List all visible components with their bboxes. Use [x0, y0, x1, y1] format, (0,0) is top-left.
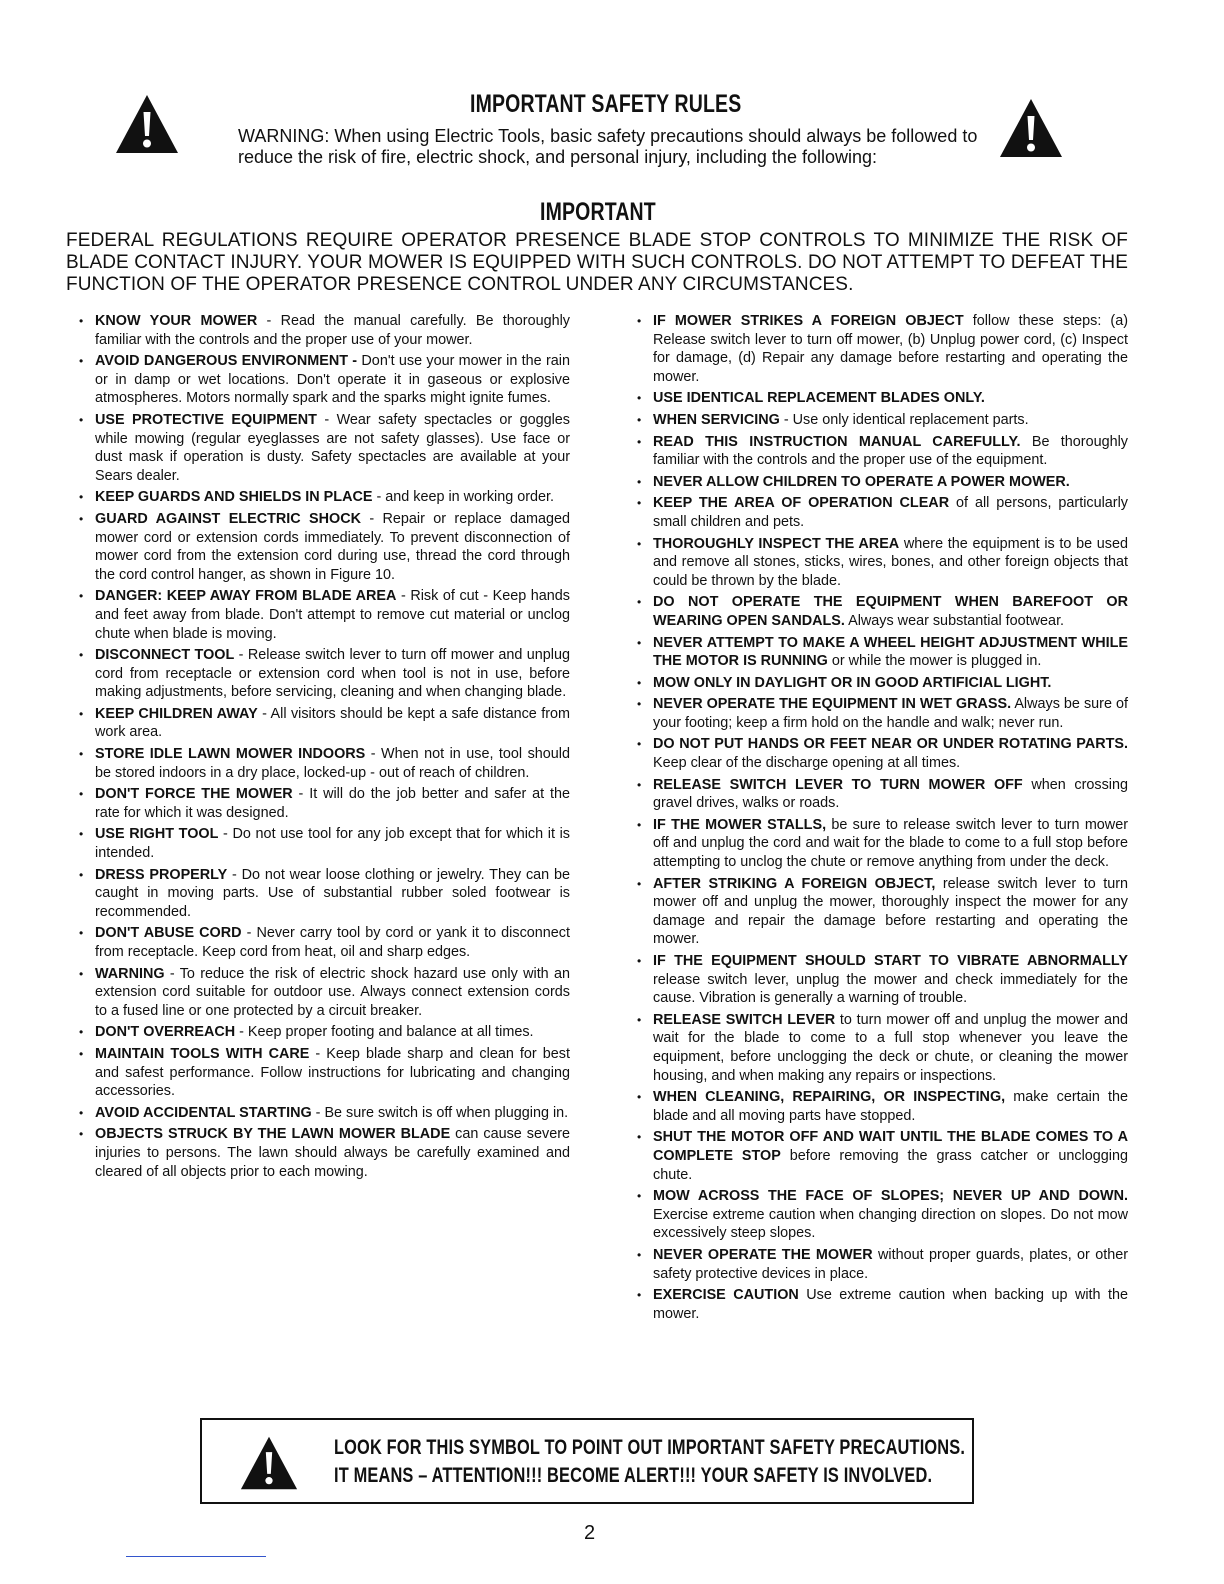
- rule-text: Keep clear of the discharge opening at all times.: [653, 755, 961, 772]
- rule-text: - Never carry tool by cord or yank it to disconnect from receptacle. Keep cord from heat, oil and sharp edges.: [95, 925, 570, 960]
- safety-rule-item: [634, 1187, 1128, 1243]
- rule-text: Use extreme caution when backing up with the mower.: [653, 1287, 1128, 1322]
- safety-rule-item: [634, 1088, 1128, 1125]
- safety-rule-item: [634, 1286, 1128, 1323]
- safety-rule-item: [634, 389, 1128, 408]
- safety-rule-item: [76, 646, 570, 702]
- safety-rule-item: [634, 494, 1128, 531]
- rule-text: - To reduce the risk of electric shock hazard use only with an extension cord suitable for outdoor use. Always connect extension cords to a fused line or one protected by a circuit breaker.: [95, 965, 570, 1019]
- rule-heading: NEVER ALLOW CHILDREN TO OPERATE A POWER MOWER.: [653, 473, 1070, 490]
- rule-text: be sure to release switch lever to turn mower off and unplug the cord and wait for the blade to come to a full stop before attempting to unclog the chute or remove anything from under the deck.: [653, 816, 1128, 871]
- rule-heading: AVOID DANGEROUS ENVIRONMENT -: [95, 353, 358, 370]
- rule-heading: OBJECTS STRUCK BY THE LAWN MOWER BLADE: [95, 1126, 451, 1143]
- safety-rules-right-column: [634, 312, 1128, 1326]
- safety-rule-item: [634, 312, 1128, 386]
- rule-text: - Read the manual carefully. Be thoroughly familiar with the controls and the proper use of your mower.: [95, 313, 570, 348]
- footer-rule: [126, 1556, 266, 1557]
- rule-heading: STORE IDLE LAWN MOWER INDOORS: [95, 746, 366, 763]
- rule-text: - Do not use tool for any job except that for which it is intended.: [95, 826, 570, 862]
- rule-text: Exercise extreme caution when changing direction on slopes. Do not mow excessively steep slopes.: [653, 1206, 1128, 1242]
- safety-rule-item: [76, 825, 570, 862]
- warning-triangle-icon: [236, 1434, 302, 1492]
- rule-text: - Keep blade sharp and clean for best and safest performance. Follow instructions for lubricating and changing accessories.: [95, 1045, 570, 1100]
- rule-text: - Release switch lever to turn off mower and unplug cord from receptacle or extension cord when tool is not in use, before making adjustments, before servicing, cleaning and when changing blade.: [95, 647, 571, 701]
- safety-rule-item: [634, 776, 1128, 813]
- safety-rule-item: [76, 1125, 570, 1181]
- safety-rule-item: [76, 1104, 570, 1123]
- safety-rule-item: [634, 433, 1128, 470]
- safety-rule-item: [76, 488, 570, 507]
- safety-rule-item: [76, 866, 570, 922]
- rule-heading: THOROUGHLY INSPECT THE AREA: [653, 535, 900, 552]
- rule-text: - Use only identical replacement parts.: [779, 411, 1029, 428]
- page-title: IMPORTANT SAFETY RULES: [470, 90, 742, 118]
- safety-rule-item: [634, 1011, 1128, 1085]
- page-number: 2: [584, 1522, 596, 1544]
- safety-rule-item: [634, 411, 1128, 430]
- rule-heading: SHUT THE MOTOR OFF AND WAIT UNTIL THE BLADE COMES TO A COMPLETE STOP: [653, 1129, 1128, 1164]
- rule-heading: DON'T FORCE THE MOWER: [95, 786, 293, 803]
- rule-text: - Be sure switch is off when plugging in.: [311, 1104, 569, 1121]
- warning-intro: WARNING: When using Electric Tools, basic safety precautions should always be followed to reduce the risk of fire, electric shock, and personal injury, including the following:: [238, 126, 978, 167]
- rule-heading: IF MOWER STRIKES A FOREIGN OBJECT: [653, 313, 964, 329]
- rule-text: of all persons, particularly small children and pets.: [653, 495, 1128, 530]
- rule-heading: IF THE EQUIPMENT SHOULD START TO VIBRATE ABNORMALLY: [653, 953, 1128, 969]
- safety-rule-item: [634, 952, 1128, 1008]
- rule-text: before removing the grass catcher or unclogging chute.: [653, 1147, 1128, 1183]
- rule-heading: AFTER STRIKING A FOREIGN OBJECT,: [653, 875, 936, 892]
- safety-rule-item: [76, 785, 570, 822]
- rule-heading: MOW ONLY IN DAYLIGHT OR IN GOOD ARTIFICIAL LIGHT.: [653, 674, 1052, 691]
- rule-heading: DISCONNECT TOOL: [95, 647, 235, 664]
- rule-heading: KNOW YOUR MOWER: [95, 313, 258, 329]
- safety-rule-item: [634, 473, 1128, 492]
- safety-rule-item: [634, 695, 1128, 732]
- safety-rule-item: [76, 587, 570, 643]
- rule-heading: WHEN SERVICING: [653, 411, 780, 428]
- safety-rules-left-column: [76, 312, 570, 1184]
- rule-text: - Keep proper footing and balance at all times.: [235, 1024, 534, 1041]
- rule-heading: RELEASE SWITCH LEVER: [653, 1011, 836, 1028]
- safety-rule-item: [634, 816, 1128, 872]
- safety-rule-item: [76, 705, 570, 742]
- rule-heading: DON'T ABUSE CORD: [95, 925, 242, 942]
- rule-text: Don't use your mower in the rain or in damp or wet locations. Don't operate it in gaseous or explosive atmospheres. Motors normally spark and the sparks might ignite fumes.: [95, 353, 570, 407]
- rule-text: - and keep in working order.: [372, 489, 555, 506]
- rule-heading: KEEP GUARDS AND SHIELDS IN PLACE: [95, 489, 373, 506]
- rule-text: to turn mower off and unplug the mower and wait for the blade to come to a full stop whenever you leave the equipment, before unclogging the deck or chute, or cleaning the mower housing, and when making any repairs or inspections.: [653, 1011, 1128, 1084]
- rule-heading: DON'T OVERREACH: [95, 1024, 236, 1041]
- rule-heading: KEEP THE AREA OF OPERATION CLEAR: [653, 495, 950, 512]
- rule-text: Always wear substantial footwear.: [844, 612, 1065, 629]
- safety-rule-item: [634, 535, 1128, 591]
- rule-heading: USE IDENTICAL REPLACEMENT BLADES ONLY.: [653, 390, 985, 407]
- notice-line: IT MEANS – ATTENTION!!! BECOME ALERT!!! YOUR SAFETY IS INVOLVED.: [334, 1464, 933, 1487]
- important-heading: IMPORTANT: [540, 198, 656, 226]
- rule-text: - It will do the job better and safer at the rate for which it was designed.: [95, 786, 570, 821]
- rule-heading: MOW ACROSS THE FACE OF SLOPES; NEVER UP AND DOWN.: [653, 1188, 1128, 1205]
- rule-heading: GUARD AGAINST ELECTRIC SHOCK: [95, 510, 361, 527]
- rule-text: - When not in use, tool should be stored indoors in a dry place, locked-up - out of reach of children.: [95, 746, 570, 781]
- safety-rule-item: [634, 634, 1128, 671]
- rule-text: when crossing gravel drives, walks or roads.: [653, 776, 1128, 812]
- rule-heading: RELEASE SWITCH LEVER TO TURN MOWER OFF: [653, 776, 1023, 793]
- rule-heading: EXERCISE CAUTION: [653, 1287, 799, 1304]
- rule-heading: IF THE MOWER STALLS,: [653, 816, 827, 833]
- rule-text: Always be sure of your footing; keep a firm hold on the handle and walk; never run.: [653, 696, 1128, 731]
- rule-text: where the equipment is to be used and remove all stones, sticks, wires, bones, and other foreign objects that could be thrown by the blade.: [653, 535, 1129, 589]
- rule-text: - Repair or replace damaged mower cord or extension cords immediately. To prevent disconnection of mower cord from the extension cord during use, thread the cord through the cord control hanger, as shown in Figure 10.: [95, 510, 570, 583]
- rule-text: - All visitors should be kept a safe distance from work area.: [95, 705, 570, 741]
- rule-text: release switch lever to turn mower off and unplug the mower, thoroughly inspect the mower for any damage and repair the damage before restarting and operating the mower.: [653, 875, 1128, 948]
- safety-rule-item: [634, 593, 1128, 630]
- rule-text: follow these steps: (a) Release switch lever to turn off mower, (b) Unplug power cord, (c) Inspect for damage, (d) Repair any damage before restarting and operating the mower.: [653, 313, 1128, 385]
- rule-heading: WHEN CLEANING, REPAIRING, OR INSPECTING,: [653, 1089, 1006, 1106]
- rule-heading: USE RIGHT TOOL: [95, 826, 219, 843]
- rule-heading: KEEP CHILDREN AWAY: [95, 705, 258, 722]
- safety-rule-item: [76, 510, 570, 584]
- notice-line: LOOK FOR THIS SYMBOL TO POINT OUT IMPORTANT SAFETY PRECAUTIONS.: [334, 1436, 966, 1459]
- safety-rule-item: [76, 965, 570, 1021]
- safety-rule-item: [76, 1023, 570, 1042]
- rule-heading: WARNING: [95, 965, 165, 982]
- rule-heading: MAINTAIN TOOLS WITH CARE: [95, 1045, 310, 1062]
- safety-rule-item: [634, 674, 1128, 693]
- rule-text: Be thoroughly familiar with the controls and the proper use of the equipment.: [653, 433, 1128, 469]
- safety-rule-item: [76, 352, 570, 408]
- rule-heading: DO NOT OPERATE THE EQUIPMENT WHEN BAREFOOT OR WEARING OPEN SANDALS.: [653, 594, 1128, 629]
- rule-heading: AVOID ACCIDENTAL STARTING: [95, 1104, 312, 1121]
- safety-symbol-notice: [200, 1418, 974, 1504]
- rule-heading: READ THIS INSTRUCTION MANUAL CAREFULLY.: [653, 433, 1021, 450]
- rule-text: can cause severe injuries to persons. The lawn should always be carefully examined and cleared of all objects prior to each mowing.: [95, 1126, 570, 1180]
- safety-rule-item: [634, 1246, 1128, 1283]
- rule-text: make certain the blade and all moving parts have stopped.: [653, 1089, 1129, 1124]
- rule-heading: NEVER ATTEMPT TO MAKE A WHEEL HEIGHT ADJUSTMENT WHILE THE MOTOR IS RUNNING: [653, 634, 1128, 670]
- rule-heading: USE PROTECTIVE EQUIPMENT: [95, 411, 317, 428]
- rule-text: or while the mower is plugged in.: [827, 653, 1042, 670]
- rule-text: release switch lever, unplug the mower and check immediately for the cause. Vibration is generally a warning of trouble.: [653, 971, 1128, 1007]
- rule-heading: DO NOT PUT HANDS OR FEET NEAR OR UNDER ROTATING PARTS.: [653, 736, 1128, 753]
- safety-rule-item: [634, 735, 1128, 772]
- rule-text: - Do not wear loose clothing or jewelry. They can be caught in moving parts. Use of substantial rubber soled footwear is recommended.: [95, 866, 570, 920]
- rule-text: - Risk of cut - Keep hands and feet away from blade. Don't attempt to remove cut material or unclog chute when blade is moving.: [95, 588, 570, 642]
- rule-heading: DRESS PROPERLY: [95, 866, 228, 883]
- rule-heading: DANGER: KEEP AWAY FROM BLADE AREA: [95, 588, 397, 605]
- federal-regulations-text: FEDERAL REGULATIONS REQUIRE OPERATOR PRESENCE BLADE STOP CONTROLS TO MINIMIZE THE RISK OF BLADE CONTACT INJURY. YOUR MOWER IS EQUIPPED WITH SUCH CONTROLS. DO NOT ATTEMPT TO DEFEAT THE FUNCTION OF THE OPERATOR PRESENCE CONTROL UNDER ANY CIRCUMSTANCES.: [66, 230, 1128, 295]
- rule-heading: NEVER OPERATE THE MOWER: [653, 1246, 873, 1263]
- warning-triangle-icon: [998, 96, 1064, 160]
- warning-triangle-icon: [114, 92, 180, 156]
- rule-heading: NEVER OPERATE THE EQUIPMENT IN WET GRASS.: [653, 696, 1012, 713]
- safety-rule-item: [76, 745, 570, 782]
- safety-rule-item: [634, 875, 1128, 949]
- safety-rule-item: [76, 924, 570, 961]
- rule-text: without proper guards, plates, or other safety protective devices in place.: [653, 1246, 1129, 1282]
- safety-rule-item: [76, 312, 570, 349]
- safety-rule-item: [76, 1045, 570, 1101]
- safety-rule-item: [76, 411, 570, 485]
- safety-rule-item: [634, 1128, 1128, 1184]
- rule-text: - Wear safety spectacles or goggles while mowing (regular eyeglasses are not safety glasses). Use face or dust mask if operation is dusty. Safety spectacles are available at your Sears dealer.: [95, 411, 570, 484]
